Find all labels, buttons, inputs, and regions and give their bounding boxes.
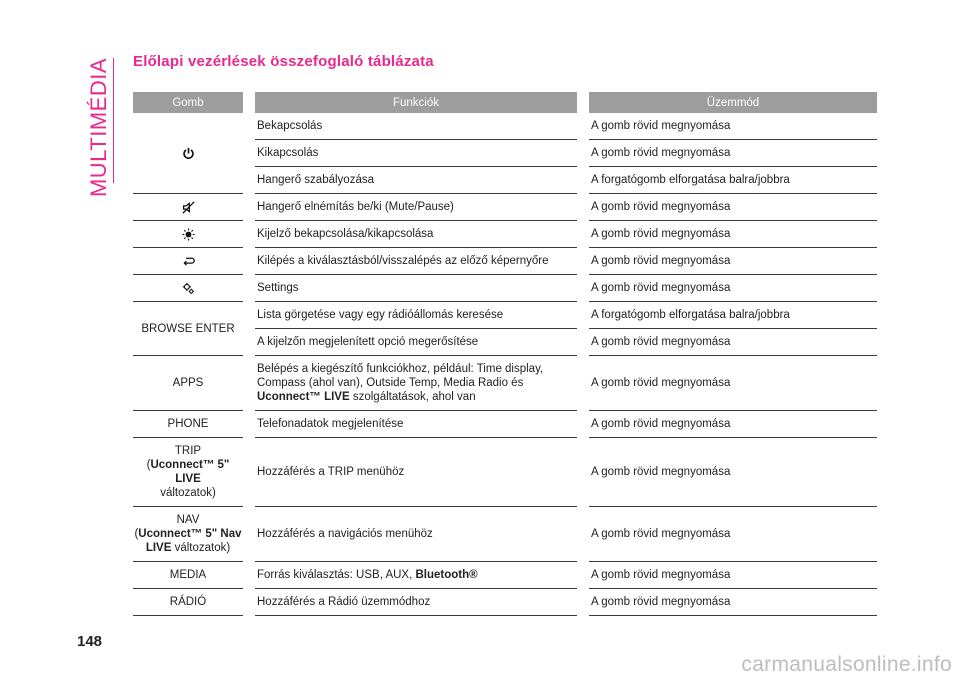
function-cell: Telefonadatok megjelenítése <box>249 411 583 438</box>
apps-func-line2: Compass (ahol van), Outside Temp, Media Radio és <box>257 377 524 389</box>
table-row <box>133 302 877 329</box>
function-cell <box>249 562 583 589</box>
nav-variant-brand-live: LIVE <box>145 542 172 554</box>
nav-label: NAV <box>176 514 200 526</box>
trip-cell <box>133 438 249 507</box>
table-row <box>133 221 877 248</box>
apps-cell: APPS <box>133 356 249 411</box>
mode-cell: A gomb rövid megnyomása <box>583 438 877 507</box>
page-title: Előlapi vezérlések összefoglaló táblázata <box>133 53 434 70</box>
table-row <box>133 438 877 507</box>
mode-cell: A gomb rövid megnyomása <box>583 275 877 302</box>
function-cell: Bekapcsolás <box>249 113 583 140</box>
mute-icon <box>182 201 195 214</box>
table-row <box>133 411 877 438</box>
uconnect-live-brand: Uconnect™ LIVE <box>257 391 350 403</box>
back-button-cell <box>133 248 249 275</box>
header-funkciok: Funkciók <box>249 92 583 113</box>
function-cell: Hozzáférés a TRIP menühöz <box>249 438 583 507</box>
nav-cell <box>133 507 249 562</box>
apps-func-rest: szolgáltatások, ahol van <box>349 391 476 403</box>
nav-variant-brand: Uconnect™ 5" Nav <box>138 528 242 540</box>
settings-button-cell <box>133 275 249 302</box>
mode-cell: A gomb rövid megnyomása <box>583 589 877 616</box>
trip-label: TRIP <box>174 445 202 457</box>
nav-variant-paren: ( <box>134 528 139 540</box>
mode-cell: A gomb rövid megnyomása <box>583 562 877 589</box>
table-header-row <box>133 92 877 113</box>
media-func-text: Forrás kiválasztás: USB, AUX, <box>257 569 416 581</box>
phone-cell: PHONE <box>133 411 249 438</box>
mode-cell: A gomb rövid megnyomása <box>583 411 877 438</box>
browse-enter-cell: BROWSE ENTER <box>133 302 249 356</box>
power-icon <box>182 147 195 160</box>
function-cell <box>249 356 583 411</box>
function-cell: Kikapcsolás <box>249 140 583 167</box>
table-row <box>133 275 877 302</box>
function-cell: Hozzáférés a Rádió üzemmódhoz <box>249 589 583 616</box>
function-cell: Kijelző bekapcsolása/kikapcsolása <box>249 221 583 248</box>
trip-variant-rest: változatok) <box>160 487 216 499</box>
section-tab-label: MULTIMÉDIA <box>86 58 111 198</box>
bluetooth-brand: Bluetooth® <box>415 569 478 581</box>
function-cell: Lista görgetése vagy egy rádióállomás keresése <box>249 302 583 329</box>
display-button-cell <box>133 221 249 248</box>
page-number: 148 <box>77 633 103 650</box>
mode-cell: A gomb rövid megnyomása <box>583 507 877 562</box>
controls-table <box>133 92 877 616</box>
function-cell: Hangerő elnémítás be/ki (Mute/Pause) <box>249 194 583 221</box>
mode-cell: A gomb rövid megnyomása <box>583 140 877 167</box>
table-row <box>133 507 877 562</box>
header-uzemmod: Üzemmód <box>583 92 877 113</box>
display-brightness-icon <box>182 228 195 241</box>
mode-cell: A gomb rövid megnyomása <box>583 248 877 275</box>
power-button-cell <box>133 113 249 194</box>
mode-cell: A gomb rövid megnyomása <box>583 113 877 140</box>
table-row <box>133 356 877 411</box>
back-icon <box>182 255 195 268</box>
table-row <box>133 248 877 275</box>
function-cell: Hangerő szabályozása <box>249 167 583 194</box>
mode-cell: A gomb rövid megnyomása <box>583 221 877 248</box>
table-row <box>133 194 877 221</box>
table-row <box>133 562 877 589</box>
mode-cell: A forgatógomb elforgatása balra/jobbra <box>583 302 877 329</box>
mode-cell: A gomb rövid megnyomása <box>583 356 877 411</box>
trip-variant-brand: Uconnect™ 5" LIVE <box>150 459 230 485</box>
trip-variant-paren: ( <box>146 459 151 471</box>
table-row <box>133 589 877 616</box>
section-tab-divider <box>113 58 114 183</box>
function-cell: Kilépés a kiválasztásból/visszalépés az előző képernyőre <box>249 248 583 275</box>
watermark: carmanualsonline.info <box>741 653 952 676</box>
section-tab <box>84 58 114 198</box>
table-row <box>133 113 877 140</box>
mode-cell: A gomb rövid megnyomása <box>583 329 877 356</box>
mode-cell: A gomb rövid megnyomása <box>583 194 877 221</box>
function-cell: A kijelzőn megjelenített opció megerősítése <box>249 329 583 356</box>
mute-button-cell <box>133 194 249 221</box>
function-cell: Settings <box>249 275 583 302</box>
radio-cell: RÁDIÓ <box>133 589 249 616</box>
media-cell: MEDIA <box>133 562 249 589</box>
apps-func-line1: Belépés a kiegészítő funkciókhoz, például: Time display, <box>257 363 544 375</box>
nav-variant-rest: változatok) <box>171 542 231 554</box>
settings-icon <box>182 282 195 295</box>
function-cell: Hozzáférés a navigációs menühöz <box>249 507 583 562</box>
mode-cell: A forgatógomb elforgatása balra/jobbra <box>583 167 877 194</box>
header-gomb: Gomb <box>133 92 249 113</box>
